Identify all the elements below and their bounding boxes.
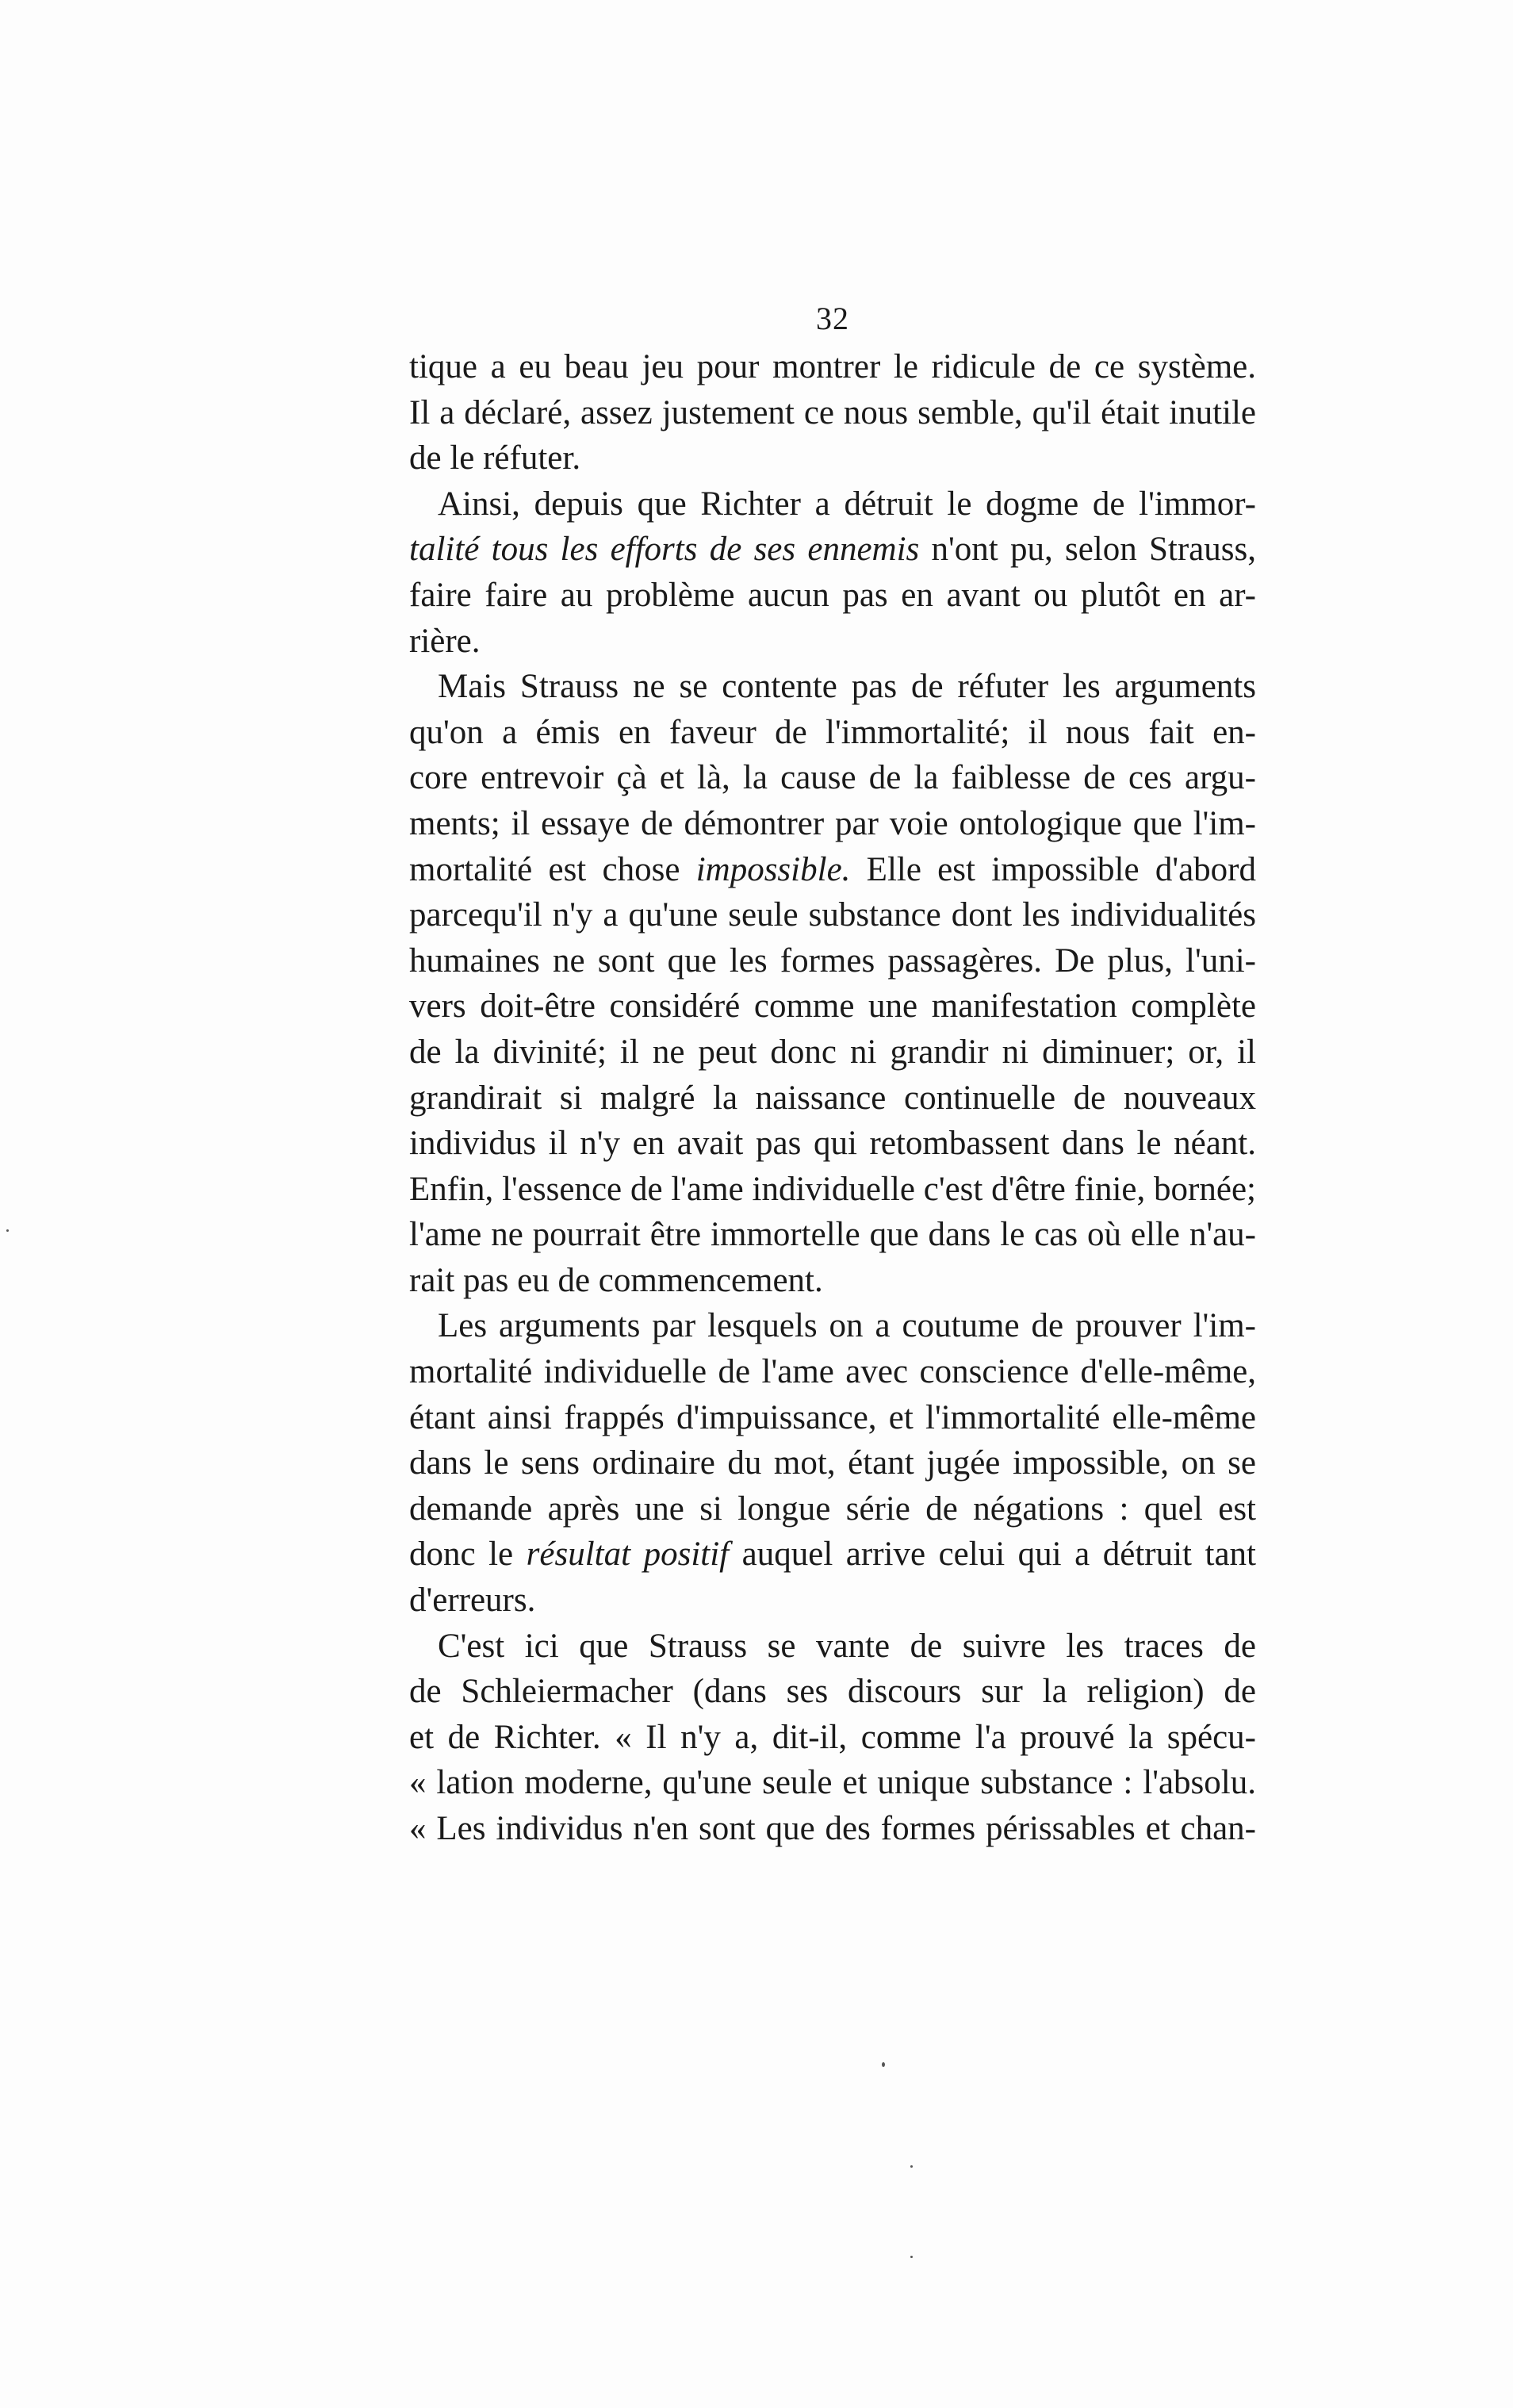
text-line: Mais Strauss ne se contente pas de réfuter les arguments <box>438 668 1256 706</box>
text-line: « Les individus n'en sont que des formes périssables et chan- <box>409 1810 1256 1847</box>
text-line <box>409 847 1256 893</box>
paper-speck <box>882 2062 885 2067</box>
text-line: rait pas eu de commencement. <box>409 1261 823 1299</box>
text-line: de le réfuter. <box>409 439 581 477</box>
text-line: mortalité individuelle de l'ame avec conscience d'elle-même, <box>409 1353 1256 1391</box>
text-line: ments; il essaye de démontrer par voie ontologique que l'im- <box>409 804 1256 842</box>
paper-speck <box>910 2256 913 2258</box>
text-line: étant ainsi frappés d'impuissance, et l'immortalité elle-même <box>409 1398 1256 1436</box>
page-number: 32 <box>816 301 849 336</box>
italic-text: résultat positif <box>526 1536 730 1574</box>
text-line: « lation moderne, qu'une seule et unique substance : l'absolu. <box>409 1764 1256 1802</box>
text-line: et de Richter. « Il n'y a, dit-il, comme l'a prouvé la spécu- <box>409 1718 1256 1756</box>
text-line: demande après une si longue série de négations : quel est <box>409 1490 1256 1528</box>
text-line: grandirait si malgré la naissance continuelle de nouveaux <box>409 1079 1256 1117</box>
italic-text: impossible. <box>695 850 851 888</box>
text-line: Enfin, l'essence de l'ame individuelle c'est d'être finie, bornée; <box>409 1170 1256 1208</box>
paper-speck <box>6 1229 9 1232</box>
text-run: mortalité est chose <box>409 850 696 888</box>
text-line: Les arguments par lesquels on a coutume de prouver l'im- <box>438 1307 1256 1345</box>
text-line: Il a déclaré, assez justement ce nous semble, qu'il était inutile <box>409 393 1256 431</box>
italic-text: talité tous les efforts de ses ennemis <box>409 531 920 569</box>
text-line <box>409 527 1256 573</box>
paper-speck <box>910 2165 913 2168</box>
text-line: dans le sens ordinaire du mot, étant jugée impossible, on se <box>409 1444 1256 1482</box>
text-line: vers doit-être considéré comme une manifestation complète <box>409 987 1256 1026</box>
text-line: de la divinité; il ne peut donc ni grandir ni diminuer; or, il <box>409 1033 1256 1071</box>
text-run: Ainsi, depuis que Richter a détruit le dogme de l'immor- <box>438 485 1256 523</box>
text-line: d'erreurs. <box>409 1582 536 1620</box>
text-line: de Schleiermacher (dans ses discours sur la religion) de <box>409 1673 1256 1711</box>
text-line: tique a eu beau jeu pour montrer le ridicule de ce système. <box>409 348 1256 385</box>
text-run: Elle est impossible d'abord <box>850 850 1256 888</box>
text-line: faire faire au problème aucun pas en avant ou plutôt en ar- <box>409 576 1256 614</box>
text-run: n'ont pu, selon Strauss, <box>919 531 1256 569</box>
text-line: parcequ'il n'y a qu'une seule substance dont les individualités <box>409 896 1256 934</box>
text-line: C'est ici que Strauss se vante de suivre les traces de <box>438 1627 1256 1665</box>
body-text <box>409 344 1256 1852</box>
text-line: l'ame ne pourrait être immortelle que dans le cas où elle n'au- <box>409 1216 1256 1254</box>
text-line: humaines ne sont que les formes passagères. De plus, l'uni- <box>409 941 1256 980</box>
text-line: qu'on a émis en faveur de l'immortalité; il nous fait en- <box>409 713 1256 751</box>
text-line: individus il n'y en avait pas qui retombassent dans le néant. <box>409 1125 1256 1163</box>
text-line: rière. <box>409 622 481 660</box>
text-run: donc le <box>409 1536 527 1574</box>
text-run: auquel arrive celui qui a détruit tant <box>729 1536 1256 1574</box>
text-line <box>409 1532 1256 1578</box>
text-line: core entrevoir çà et là, la cause de la faiblesse de ces argu- <box>409 759 1256 797</box>
text-line <box>409 481 1256 527</box>
